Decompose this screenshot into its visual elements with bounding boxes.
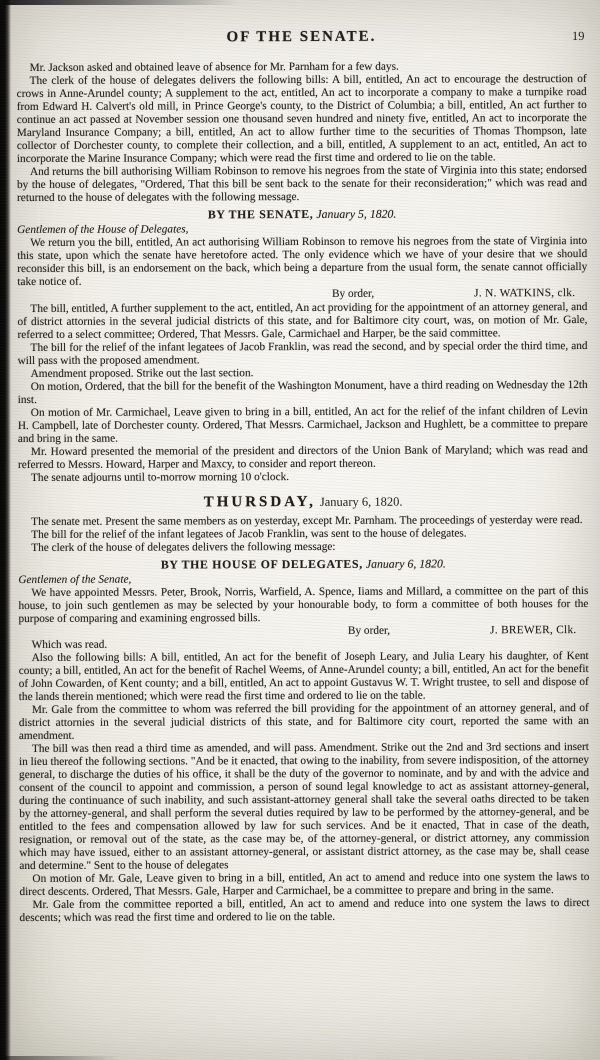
- by-order-label: By order,: [347, 624, 391, 637]
- para-campbell-relief: On motion of Mr. Carmichael, Leave given to bring in a bill, entitled, An act for the relief of the infant children of Levin H. Campbell, late of Dorchester county. Ordered, That Messrs. Carmichael, Jackson and Hughlett, be a committee to prepare and bring in the same.: [17, 404, 588, 445]
- para-washington-monument: On motion, Ordered, that the bill for the benefit of the Washington Monument, have a third reading on Wednesday the 12th inst.: [17, 378, 588, 406]
- message-origin-label: BY THE SENATE,: [207, 206, 314, 222]
- para-franklin-bill: The bill for the relief of the infant legatees of Jacob Franklin, was read the second, and by special order the third time, and will pass with the proposed amendment.: [17, 339, 588, 367]
- scan-binding-shadow: [0, 0, 11, 1060]
- para-union-bank-memorial: Mr. Howard presented the memorial of the president and directors of the Union Bank of Maryland; which was read and referred to Messrs. Howard, Harper and Maxcy, to consider and report thereon.: [17, 443, 588, 471]
- scan-top-edge-shadow: [0, 0, 240, 5]
- by-order-label: By order,: [331, 287, 375, 300]
- para-leave-of-absence: Mr. Jackson asked and obtained leave of absence for Mr. Parnham for a few days.: [29, 60, 399, 74]
- para-senate-reply: We return you the bill, entitled, An act authorising William Robinson to remove his negroes from the state of Virginia into this state, upon which the senate have heretofore acted. The only evidence which we have of your desire that we should reconsider this bill, is an endorsement on the back, which being a departure from the usual form, the senate cannot officially take notice of.: [17, 235, 588, 288]
- para-gale-leave-descents: On motion of Mr. Gale, Leave given to bring in a bill, entitled, An act to amend and reduce into one system the laws to direct descents. Ordered, That Messrs. Gale, Harper and Carmichael, be a committee to prepare and bring in the same.: [19, 871, 590, 898]
- para-bills-list: Also the following bills: A bill, entitled, An act for the benefit of Joseph Leary, and Julia Leary his daughter, of Kent county; a bill, entitled, An act for the benefit of Rachel Weems, of Anne-Arundel county; a bill, entitled, An act for the benefit of John Cowarden, of Kent county; and a bill, entitled, An act to appoint Gustavus W. T. Wright trustee, to sell and dispose of the lands therein mentioned; which were read the first time and ordered to lie on the table.: [18, 650, 589, 703]
- session-day-label: THURSDAY,: [203, 493, 316, 510]
- para-clerk-message-intro: The clerk of the house of delegates delivers the following message:: [31, 540, 336, 554]
- clerk-signature: J. N. WATKINS, clk.: [474, 287, 576, 300]
- running-header: [16, 27, 586, 47]
- para-robinson-bill-returned: And returns the bill authorising William Robinson to remove his negroes from the state of Virginia into this state; endorsed by the house of delegates, "Ordered, That this bill be sent back to the senate for their reconsideration;" which was read and returned to the house of delegates with the following message.: [16, 164, 587, 204]
- para-amendment-proposed: Amendment proposed. Strike out the last section.: [30, 366, 254, 380]
- scan-bottom-edge-shadow: [0, 1056, 120, 1060]
- page-content: [16, 27, 589, 925]
- para-attorney-general-bill: The bill, entitled, A further supplement to the act, entitled, An act providing for the appointment of an attorney general, and of district attornies in the several judicial districts of this state, and for Baltimore city court, was, on motion of Mr. Gale, referred to a select committee; Ordered, That Messrs. Gale, Carmichael and Harper, be the said committee.: [17, 300, 588, 341]
- signature-row-watkins: [17, 287, 587, 302]
- message-date: January 6, 1820.: [365, 556, 446, 571]
- session-date: January 6, 1820.: [319, 494, 403, 509]
- para-which-was-read: Which was read.: [31, 638, 108, 651]
- para-bills-delivered: The clerk of the house of delegates delivers the following bills: A bill, entitled, An act to encourage the destruction of crows in Anne-Arundel county; A supplement to the act, entitled, An act to incorporate a company to make a turnpike road from Edward H. Calvert's old mill, in Prince George's county, to the District of Columbia; a bill, entitled, An act further to continue an act passed at November session one thousand seven hundred and ninety five, entitled, An act to incorporate the Maryland Insurance Company; a bill, entitled, An act to allow further time to the securities of Thomas Thompson, late collector of Dorchester county, to complete their collection, and a bill, entitled, A supplement to an act, entitled, An act to incorporate the Marine Insurance Company; which were read the first time and ordered to lie on the table.: [16, 73, 587, 165]
- para-third-reading-amendment: The bill was then read a third time as amended, and will pass. Amendment. Strike out the 2nd and 3rd sections and insert in lieu thereof the following sections. "And be it enacted, that owing to the inability, from severe indisposition, of the attorney general, to discharge the duties of his office, it shall be the duty of the governor to nominate, and by and with the advice and consent of the council to appoint and commission, a person of sound legal knowledge to act as assistant attorney-general, during the continuance of such inability, and such assistant-attorney general shall take the several oaths directed to be taken by the attorney-general, and shall perform the several duties required by law to be performed by the attorney-general, and be entitled to the fees and compensation allowed by law for such services. And be it enacted, That in case of the death, resignation, or removal out of the state, as the case may be, of the attorney-general, or district attorney, any commission which may have issued, either to an assistant attorney-general, or assistant district attorney, as the case may be, shall cease and determine." Sent to the house of delegates: [18, 741, 590, 872]
- para-adjournment: The senate adjourns until to-morrow morning 10 o'clock.: [30, 470, 290, 484]
- para-franklin-sent: The bill for the relief of the infant legatees of Jacob Franklin, was sent to the house of delegates.: [31, 526, 467, 541]
- para-gale-committee-report: Mr. Gale from the committee to whom was referred the bill providing for the appointment of an attorney general, and of district attornies in the several judicial districts of this state, and for Baltimore city court, reported the same with an amendment.: [18, 702, 589, 742]
- para-senate-met: The senate met. Present the same members as on yesterday, except Mr. Parnham. The proceedings of yesterday were read.: [31, 513, 583, 528]
- salutation-house-of-delegates: Gentlemen of the House of Delegates,: [17, 223, 189, 236]
- heading-by-house-of-delegates: [18, 556, 588, 572]
- page-title: OF THE SENATE.: [226, 28, 377, 46]
- salutation-senate: Gentlemen of the Senate,: [18, 573, 132, 586]
- para-joint-committee: We have appointed Messrs. Peter, Brook, Norris, Warfield, A. Spence, Iiams and Millard, a committee on the part of this house, to join such gentlemen as may be selected by your honourable body, to form a committee of both houses for the purpose of comparing and examining engrossed bills.: [18, 584, 589, 625]
- heading-thursday-session: [18, 492, 588, 512]
- heading-by-the-senate: [17, 206, 587, 222]
- clerk-signature: J. BREWER, Clk.: [490, 623, 577, 636]
- signature-row-brewer: [19, 624, 589, 639]
- para-gale-reported-bill: Mr. Gale from the committee reported a bill, entitled, An act to amend and reduce into one system the laws to direct descents; which was read the first time and ordered to lie on the table.: [19, 897, 590, 924]
- page-number: 19: [571, 29, 585, 44]
- message-origin-label: BY THE HOUSE OF DELEGATES,: [160, 556, 363, 571]
- message-date: January 5, 1820.: [316, 206, 397, 221]
